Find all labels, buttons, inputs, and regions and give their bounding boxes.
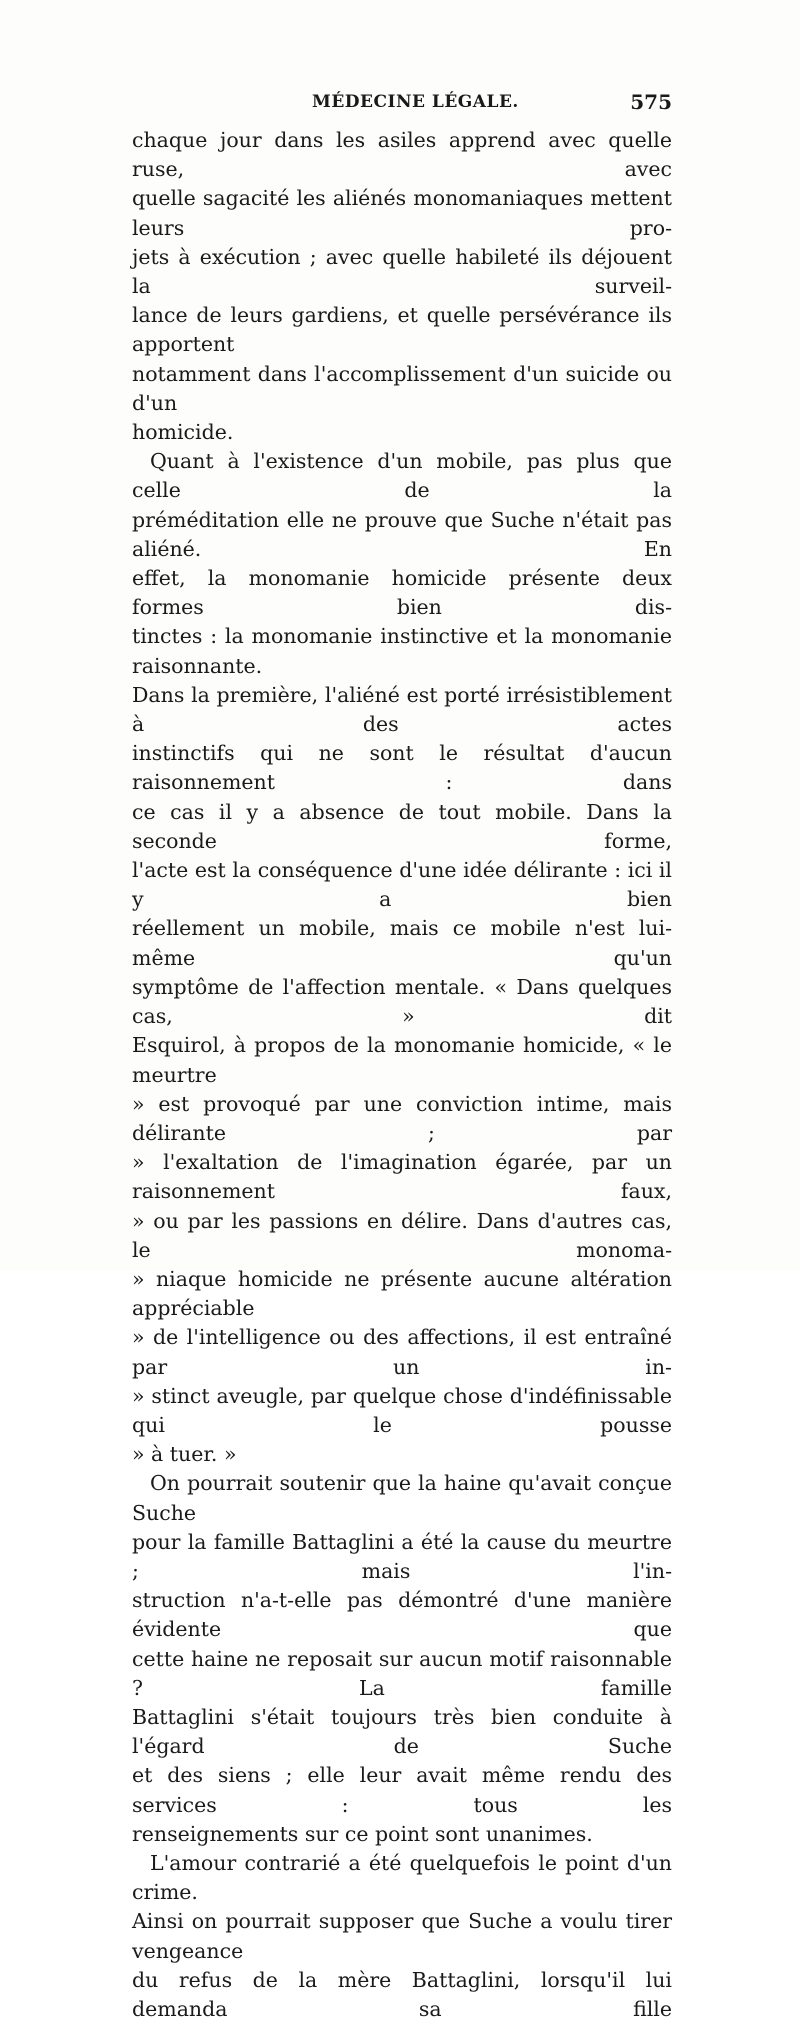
text-line — [132, 1265, 672, 1323]
text-line-content: symptôme de l'affection mentale. « Dans quelques cas, » dit — [132, 974, 672, 1029]
text-line-content: » ou par les passions en délire. Dans d'autres cas, le monoma- — [132, 1208, 672, 1262]
text-line — [132, 184, 672, 242]
text-line-content: On pourrait soutenir que la haine qu'avait conçue Suche — [132, 1471, 672, 1525]
text-line-content: l'acte est la conséquence d'une idée délirante : ici il y a bien — [132, 858, 672, 912]
text-line-content: » niaque homicide ne présente aucune altération appréciable — [132, 1266, 672, 1321]
text-line-content: » stinct aveugle, par quelque chose d'indéfinissable qui le pousse — [132, 1383, 672, 1437]
text-line-content: du refus de la mère Battaglini, lorsqu'il lui demanda sa fille — [132, 1967, 672, 2021]
text-line — [132, 1090, 672, 1148]
text-line-content: Ainsi on pourrait supposer que Suche a voulu tirer vengeance — [132, 1909, 672, 1963]
text-line — [132, 301, 672, 359]
text-line — [132, 564, 672, 622]
running-head — [132, 92, 672, 120]
text-line-content: tinctes : la monomanie instinctive et la monomanie raisonnante. — [132, 624, 672, 678]
text-line-content: et des siens ; elle leur avait même rendu des services : tous les — [132, 1763, 672, 1817]
text-line — [132, 418, 672, 447]
text-line-content: » l'exaltation de l'imagination égarée, par un raisonnement faux, — [132, 1150, 672, 1204]
page-number: 575 — [630, 90, 672, 114]
running-title: MÉDECINE LÉGALE. — [312, 92, 519, 112]
text-line-content: Dans la première, l'aliéné est porté irrésistiblement à des actes — [132, 682, 672, 737]
text-line-content: Battaglini s'était toujours très bien conduite à l'égard de Suche — [132, 1704, 672, 1759]
text-line — [132, 360, 672, 418]
text-line-content: Esquirol, à propos de la monomanie homicide, « le meurtre — [132, 1033, 672, 1087]
text-line-content: lance de leurs gardiens, et quelle persévérance ils apportent — [132, 303, 672, 357]
text-line — [132, 1323, 672, 1381]
text-line-content: » est provoqué par une conviction intime, mais délirante ; par — [132, 1091, 672, 1145]
text-line — [132, 447, 672, 505]
text-line — [132, 1645, 672, 1703]
text-line — [132, 1586, 672, 1644]
text-line — [132, 506, 672, 564]
text-line-content: struction n'a-t-elle pas démontré d'une manière évidente que — [132, 1588, 672, 1642]
text-line — [132, 1382, 672, 1440]
text-line — [132, 1440, 672, 1469]
text-line — [132, 1148, 672, 1206]
text-line — [132, 1820, 672, 1849]
text-line-content: jets à exécution ; avec quelle habileté ils déjouent la surveil- — [132, 244, 672, 299]
text-line-content: homicide. — [132, 420, 234, 445]
text-line-content: ce cas il y a absence de tout mobile. Dans la seconde forme, — [132, 799, 672, 853]
text-line — [132, 1761, 672, 1819]
text-line-content: cette haine ne reposait sur aucun motif raisonnable ? La famille — [132, 1646, 672, 1700]
text-line — [132, 1031, 672, 1089]
text-line-content: chaque jour dans les asiles apprend avec quelle ruse, avec — [132, 128, 672, 182]
text-line — [132, 856, 672, 914]
text-line-content: Quant à l'existence d'un mobile, pas plus que celle de la — [132, 449, 672, 503]
text-line — [132, 1966, 672, 2024]
text-line — [132, 243, 672, 301]
text-line-content: instinctifs qui ne sont le résultat d'aucun raisonnement : dans — [132, 741, 672, 795]
text-line — [132, 622, 672, 680]
text-line-content: L'amour contrarié a été quelquefois le point d'un crime. — [132, 1850, 672, 1905]
text-line — [132, 1528, 672, 1586]
body-text — [132, 126, 672, 2024]
text-line — [132, 1907, 672, 1965]
text-line — [132, 681, 672, 739]
text-line-content: renseignements sur ce point sont unanimes. — [132, 1821, 593, 1846]
text-line — [132, 914, 672, 972]
text-line — [132, 126, 672, 184]
text-line-content: réellement un mobile, mais ce mobile n'est lui-même qu'un — [132, 916, 672, 970]
text-line — [132, 973, 672, 1031]
text-line-content: pour la famille Battaglini a été la cause du meurtre ; mais l'in- — [132, 1529, 672, 1583]
text-line — [132, 1207, 672, 1265]
text-line-content: quelle sagacité les aliénés monomaniaques mettent leurs pro- — [132, 186, 672, 240]
text-line — [132, 1849, 672, 1907]
text-line-content: notamment dans l'accomplissement d'un suicide ou d'un — [132, 361, 672, 415]
text-line — [132, 1469, 672, 1527]
text-line — [132, 739, 672, 797]
text-line-content: effet, la monomanie homicide présente deux formes bien dis- — [132, 566, 672, 620]
text-line — [132, 798, 672, 856]
text-line-content: » de l'intelligence ou des affections, il est entraîné par un in- — [132, 1325, 672, 1379]
text-line-content: » à tuer. » — [132, 1442, 237, 1467]
text-line — [132, 1703, 672, 1761]
text-line-content: préméditation elle ne prouve que Suche n'était pas aliéné. En — [132, 507, 672, 561]
